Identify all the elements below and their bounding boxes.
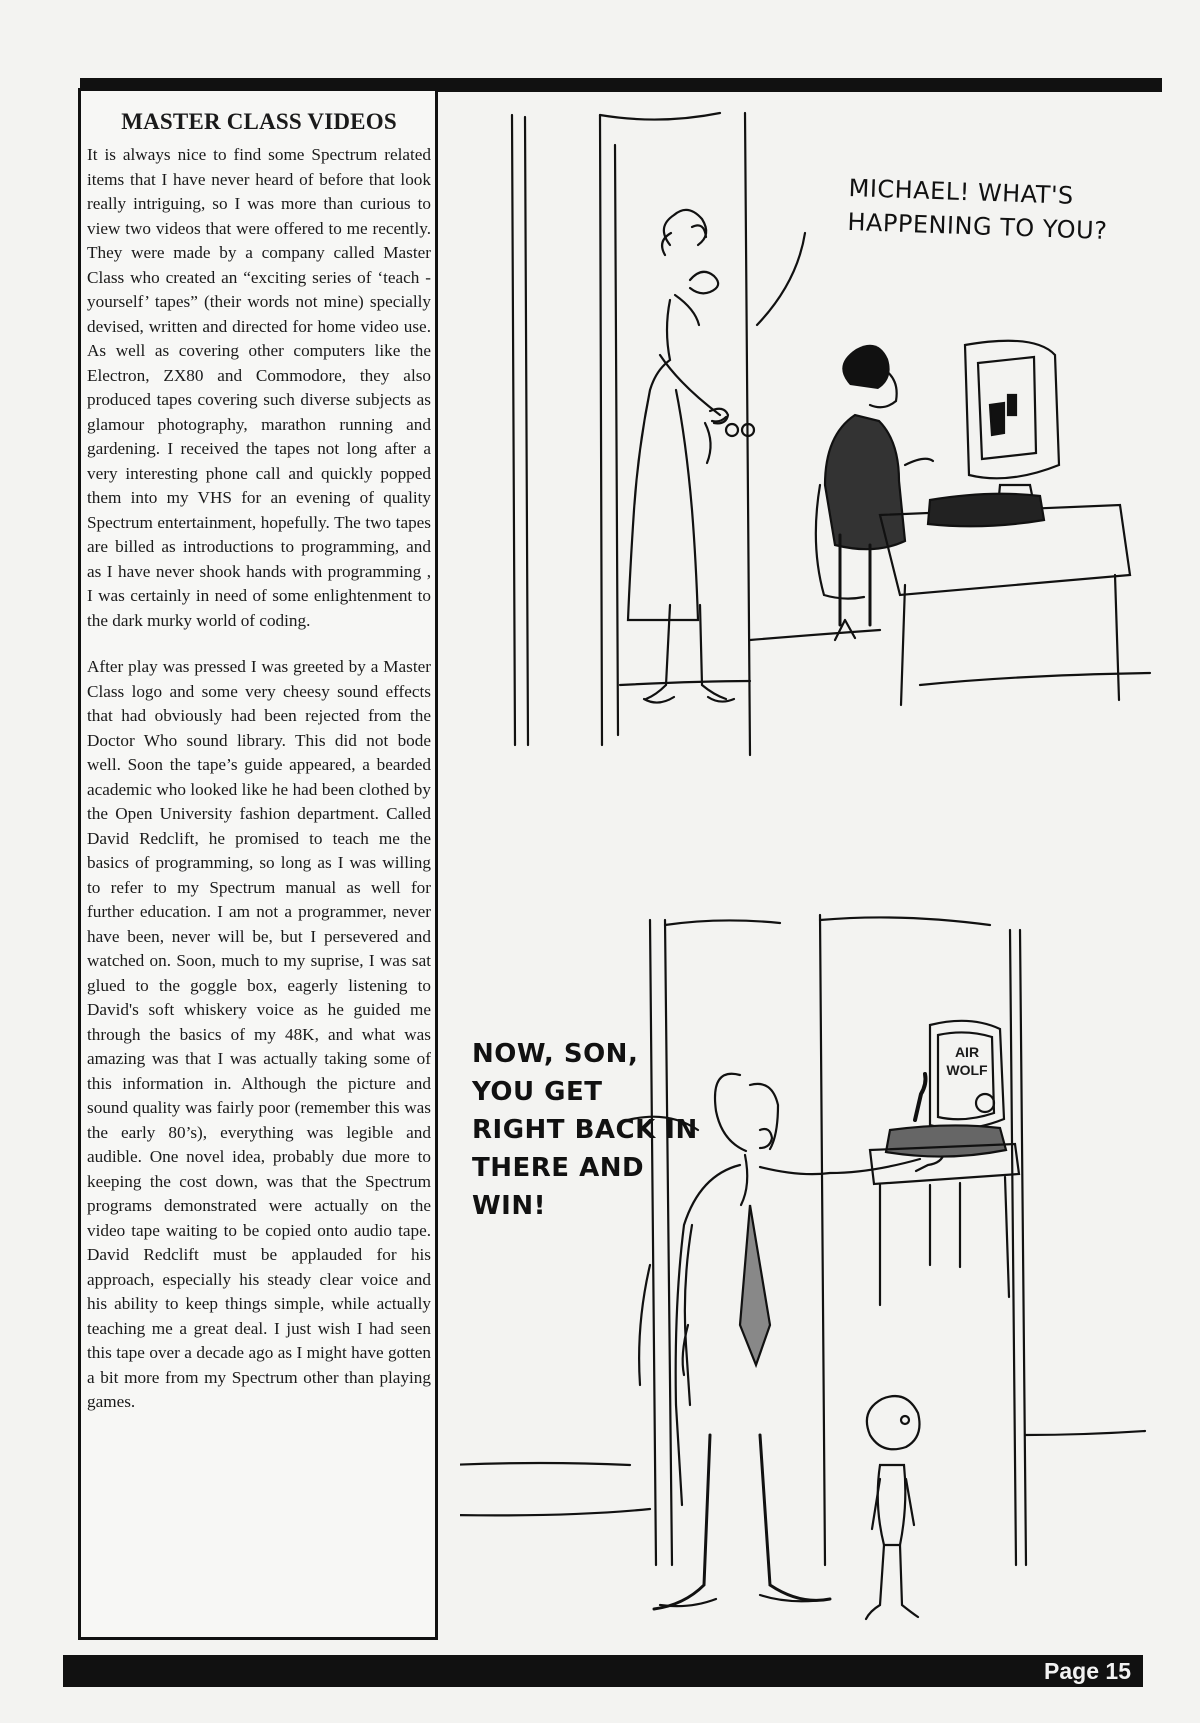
article-body bbox=[87, 143, 431, 1415]
article-box bbox=[78, 88, 438, 1640]
article-paragraph-1: It is always nice to find some Spectrum related items that I have never heard of before that look really intriguing, so I was more than curious to view two videos that were offered to me recently. They were made by a company called Master Class who created an “exciting series of ‘teach - yourself’ tapes” (their words not mine) specially devised, written and directed for home video use. As well as covering other computers like the Electron, ZX80 and Commodore, they also produced tapes covering such diverse subjects as glamour photography, marathon running and gardening. I received the tapes not long after a very interesting phone call and quickly popped them into my VHS for an evening of quality Spectrum entertainment, hopefully. The two tapes are billed as introductions to programming, and as I have never shook hands with programming , I was certainly in need of some enlightenment to the dark murky world of coding. bbox=[87, 145, 431, 630]
computer-figure bbox=[928, 341, 1059, 526]
screen-text-line-2: WOLF bbox=[946, 1062, 988, 1078]
son-figure bbox=[816, 345, 933, 640]
cartoon-father-son-computer bbox=[460, 905, 1160, 1625]
page-number: Page 15 bbox=[1044, 1658, 1131, 1684]
airwolf-screen-text bbox=[942, 1043, 992, 1079]
screen-text-line-1: AIR bbox=[954, 1044, 980, 1060]
mother-figure bbox=[628, 210, 734, 703]
article-paragraph-2: After play was pressed I was greeted by a Master Class logo and some very cheesy sound effects that had obviously had been rejected from the Doctor Who sound library. This did not bode well. Soon the tape’s guide appeared, a bearded academic who looked like he had been clothed by the Open University fashion department. Called David Redclift, he promised to teach me the basics of programming, so long as I was willing to refer to my Spectrum manual as well for further education. I am not a programmer, never have been, never will be, but I persevered and watched on. Soon, much to my suprise, I was sat glued to the goggle box, eagerly listening to David's soft whiskery voice as he guided me through the basics of my 48K, and what was amazing was that I was actually taking some of this information in. Although the picture and sound quality was fairly poor (remember this was the early 80’s), everything was legible and audible. One novel idea, probably due more to keeping the cost down, was that the Spectrum programs demonstrated were actually on the video tape waiting to be copied onto audio tape. David Redclift must be applauded for his approach, especially his steady clear voice and his ability to keep things simple, while actually teaching me a great deal. I just wish I had seen this tape over a decade ago as I might have gotten a bit more from my Spectrum other than playing games. bbox=[87, 657, 431, 1411]
footer-bar bbox=[63, 1655, 1143, 1687]
cartoon-1-caption: MICHAEL! WHAT'S HAPPENING TO YOU? bbox=[847, 173, 1108, 245]
cartoon-2-caption: NOW, SON, YOU GET RIGHT BACK IN THERE AND WIN! bbox=[472, 1039, 698, 1221]
boy-figure bbox=[866, 1396, 920, 1619]
article-title: MASTER CLASS VIDEOS bbox=[121, 109, 397, 134]
